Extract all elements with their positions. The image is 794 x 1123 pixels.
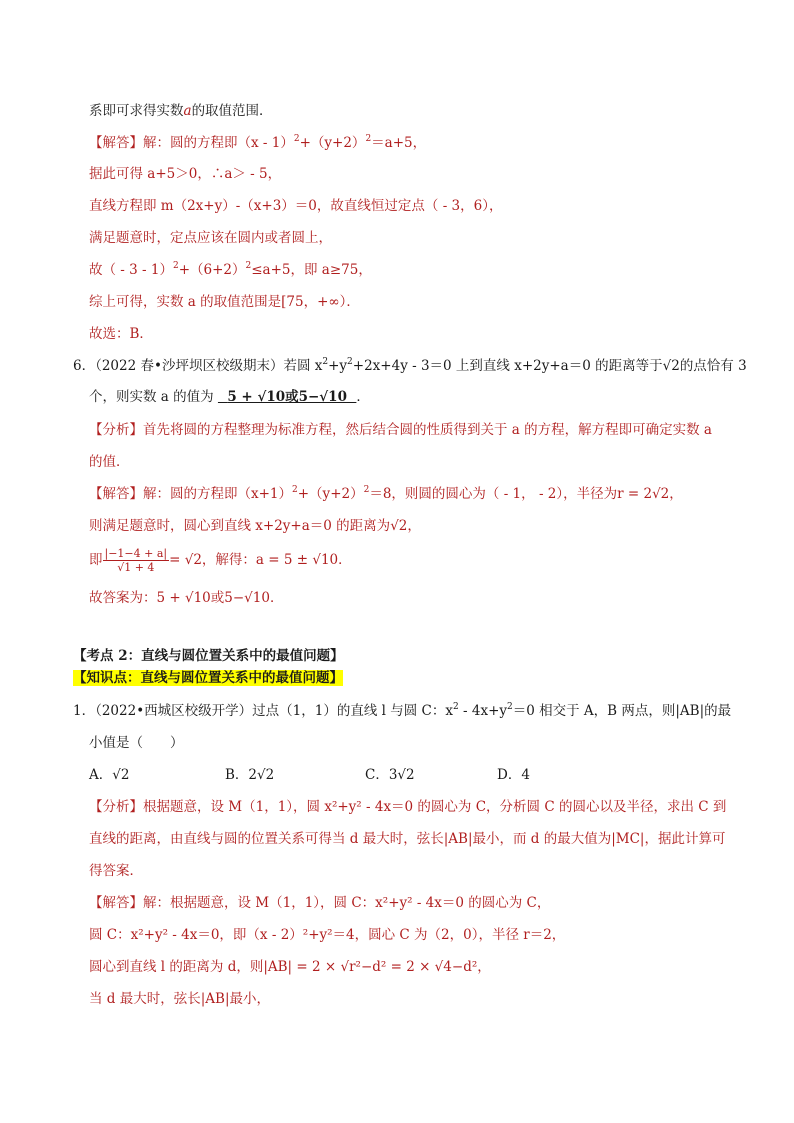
analysis-line: 得答案． bbox=[89, 863, 143, 879]
superscript: 2 bbox=[363, 485, 370, 495]
option-c: C．3√2 bbox=[365, 767, 415, 783]
solution-line: 直线方程即 m（2x+y）-（x+3）＝0，故直线恒过定点（ - 3，6）， bbox=[89, 198, 503, 214]
solution-line: 故选：B． bbox=[89, 326, 153, 342]
solution-line: 据此可得 a+5＞0，∴a＞ - 5， bbox=[89, 166, 282, 182]
solution-line bbox=[89, 260, 372, 280]
text-seg: 则满足题意时，圆心到直线 x+2y+a＝0 的距离为 bbox=[89, 518, 391, 534]
text-seg: 解：根据题意，设 M（1，1），圆 C：x²+y² - 4x＝0 的圆心为 C， bbox=[143, 895, 551, 911]
solution-line: 则满足题意时，圆心到直线 x+2y+a＝0 的距离为√2， bbox=[89, 518, 421, 534]
text-seg: 个，则实数 a 的值为 bbox=[89, 389, 214, 405]
question-6-line-2 bbox=[89, 387, 370, 407]
text-line bbox=[89, 101, 273, 121]
question-number: 1． bbox=[73, 703, 96, 719]
radius-value: r = 2√2 bbox=[617, 486, 670, 502]
text-seg: ＝a+5， bbox=[371, 135, 427, 151]
solution-line: 【解答】解：圆的方程即$(x+1)^2+(y+2)^2=8$，则圆的圆心为（ - 1， - 2），半径为r = 2√2， bbox=[89, 485, 683, 502]
solution-line bbox=[89, 546, 352, 574]
text-seg: 首先将圆的方程整理为标准方程，然后结合圆的性质得到关于 a 的方程，解方程即可确定实数 a bbox=[143, 422, 712, 438]
fraction: $\frac{|-1-4 + a|}{√1 + 4}$ bbox=[104, 547, 168, 574]
analysis-line: 的值． bbox=[89, 454, 130, 470]
analysis-line bbox=[89, 420, 712, 440]
analysis-tag: 【分析】 bbox=[89, 422, 143, 438]
text-seg: +（6+2） bbox=[178, 262, 246, 278]
text-seg: 系即可求得实数 bbox=[89, 103, 184, 119]
superscript: 2 bbox=[452, 702, 459, 712]
superscript: 2 bbox=[507, 702, 513, 712]
text-seg: （2022•西城区校级开学）过点（1，1）的直线 l 与圆 C：x bbox=[95, 703, 453, 719]
sqrt2: √2 bbox=[662, 358, 680, 374]
option-d: D．4 bbox=[497, 767, 530, 783]
text-seg: 解：圆的方程即（x+1） bbox=[143, 486, 293, 502]
section-heading: 【考点 2：直线与圆位置关系中的最值问题】 bbox=[73, 648, 344, 664]
text-seg: 解：圆的方程即（x - 1） bbox=[143, 135, 294, 151]
superscript: 2 bbox=[322, 357, 329, 367]
text-seg: +（y+2） bbox=[297, 486, 364, 502]
answer-tag: 【解答】 bbox=[89, 486, 143, 502]
answer-tag: 【解答】 bbox=[89, 895, 143, 911]
solution-line: 满足题意时，定点应该在圆内或者圆上， bbox=[89, 230, 332, 246]
solution-line: 圆心到直线 l 的距离为 d，则|AB| = 2 × √r²−d² = 2 × √4−d²， bbox=[89, 959, 491, 975]
question-number: 6． bbox=[73, 358, 96, 374]
question-6-line-1 bbox=[73, 356, 747, 376]
analysis-line bbox=[89, 797, 726, 817]
answer-tag: 【解答】 bbox=[89, 135, 143, 151]
text-seg: +2x+4y - 3＝0 上到直线 x+2y+a＝0 的距离等于 bbox=[352, 358, 663, 374]
superscript: 2 bbox=[245, 261, 252, 271]
superscript: 2 bbox=[293, 134, 300, 144]
solution-line bbox=[89, 893, 550, 913]
text-seg: 的取值范围． bbox=[191, 103, 273, 119]
text-seg: ＝0 相交于 A，B 两点，则|AB|的最 bbox=[512, 703, 732, 719]
text-seg: +（y+2） bbox=[299, 135, 366, 151]
question-1-line-2: 小值是（ ） bbox=[89, 735, 184, 751]
question-1-line-1 bbox=[73, 701, 731, 721]
solution-line: 圆 C：x²+y² - 4x＝0，即（x - 2）²+y²＝4，圆心 C 为（2，0），半径 r＝2， bbox=[89, 927, 566, 943]
solution-line: 综上可得，实数 a 的取值范围是[75，+∞）． bbox=[89, 294, 360, 310]
solution-line bbox=[89, 133, 426, 153]
fill-answer: 5 + √10或5−√10 bbox=[227, 389, 347, 405]
option-a: A．√2 bbox=[89, 767, 130, 783]
superscript: 2 bbox=[172, 261, 179, 271]
superscript: 2 bbox=[365, 134, 372, 144]
text-seg: ． bbox=[356, 389, 370, 405]
solution-line: 当 d 最大时，弦长|AB|最小， bbox=[89, 991, 270, 1007]
text-seg: +y bbox=[328, 358, 348, 374]
var-a: a bbox=[183, 103, 192, 119]
text-seg: 即 bbox=[89, 552, 103, 568]
analysis-line: 直线的距离，由直线与圆的位置关系可得当 d 最大时，弦长|AB|最小，而 d 的最大值为|MC|，据此计算可 bbox=[89, 831, 726, 847]
option-b: B．2√2 bbox=[225, 767, 275, 783]
text-seg: - 4x+y bbox=[458, 703, 508, 719]
superscript: 2 bbox=[347, 357, 353, 367]
solution-line: 故答案为：5 + √10或5−√10． bbox=[89, 590, 284, 606]
superscript: 2 bbox=[292, 485, 298, 495]
text-seg: （2022 春•沙坪坝区校级期末）若圆 x bbox=[95, 358, 323, 374]
analysis-tag: 【分析】 bbox=[89, 799, 143, 815]
text-seg: 的点恰有 3 bbox=[679, 358, 747, 374]
text-seg: ≤a+5，即 a≥75， bbox=[251, 262, 372, 278]
knowledge-heading: 【知识点：直线与圆位置关系中的最值问题】 bbox=[73, 670, 343, 686]
text-seg: 故（ - 3 - 1） bbox=[89, 262, 173, 278]
sqrt2: √2 bbox=[390, 518, 408, 534]
text-seg: 根据题意，设 M（1，1），圆 x²+y² - 4x＝0 的圆心为 C，分析圆 C 的圆心以及半径，求出 C 到 bbox=[143, 799, 727, 815]
text-seg: ＝8，则圆的圆心为（ - 1， - 2），半径为 bbox=[369, 486, 618, 502]
text-seg: = √2，解得：a = 5 ± √10． bbox=[169, 552, 352, 568]
